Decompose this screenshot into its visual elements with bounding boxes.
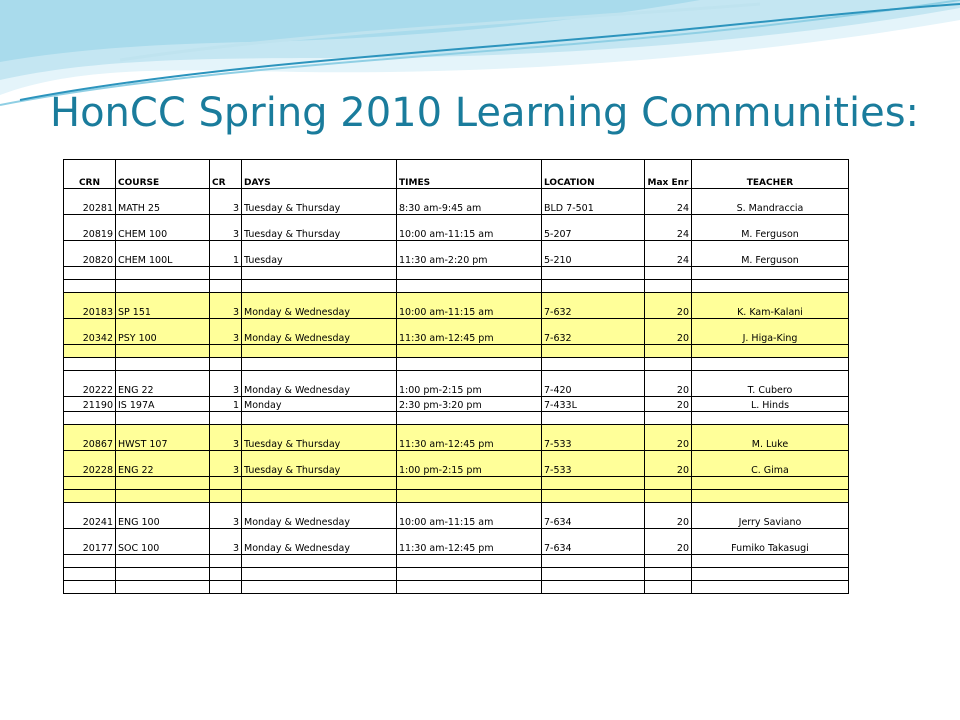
cell-max-enr: 20 xyxy=(645,503,692,529)
cell-course: SOC 100 xyxy=(116,529,210,555)
cell-teacher: J. Higa-King xyxy=(692,319,849,345)
cell-cr: 1 xyxy=(210,397,242,412)
cell-teacher xyxy=(692,358,849,371)
cell-max-enr xyxy=(645,412,692,425)
cell-cr xyxy=(210,345,242,358)
cell-days: Tuesday & Thursday xyxy=(242,425,397,451)
cell-location xyxy=(542,477,645,490)
cell-times: 11:30 am-12:45 pm xyxy=(397,319,542,345)
table-row xyxy=(64,319,849,345)
cell-crn: 20820 xyxy=(64,241,116,267)
cell-days: Monday & Wednesday xyxy=(242,503,397,529)
cell-max-enr: 24 xyxy=(645,189,692,215)
cell-course: ENG 22 xyxy=(116,451,210,477)
cell-cr: 1 xyxy=(210,241,242,267)
cell-cr xyxy=(210,568,242,581)
cell-days xyxy=(242,280,397,293)
table-row xyxy=(64,215,849,241)
header-cr: CR xyxy=(210,160,242,189)
cell-teacher xyxy=(692,490,849,503)
cell-max-enr: 20 xyxy=(645,451,692,477)
cell-teacher xyxy=(692,345,849,358)
cell-times xyxy=(397,267,542,280)
cell-teacher: M. Ferguson xyxy=(692,241,849,267)
cell-course xyxy=(116,581,210,594)
cell-crn: 20177 xyxy=(64,529,116,555)
cell-location xyxy=(542,490,645,503)
cell-location: 5-210 xyxy=(542,241,645,267)
cell-times xyxy=(397,280,542,293)
header-times: TIMES xyxy=(397,160,542,189)
table-row-empty xyxy=(64,412,849,425)
cell-teacher xyxy=(692,477,849,490)
page-title: HonCC Spring 2010 Learning Communities: xyxy=(50,90,920,136)
cell-cr: 3 xyxy=(210,451,242,477)
cell-location: BLD 7-501 xyxy=(542,189,645,215)
cell-times: 8:30 am-9:45 am xyxy=(397,189,542,215)
cell-crn: 20222 xyxy=(64,371,116,397)
cell-teacher: L. Hinds xyxy=(692,397,849,412)
cell-course xyxy=(116,477,210,490)
cell-cr xyxy=(210,267,242,280)
cell-times xyxy=(397,490,542,503)
cell-course xyxy=(116,568,210,581)
cell-days xyxy=(242,345,397,358)
cell-location xyxy=(542,581,645,594)
cell-crn xyxy=(64,412,116,425)
cell-times xyxy=(397,358,542,371)
cell-days xyxy=(242,555,397,568)
cell-times: 11:30 am-12:45 pm xyxy=(397,425,542,451)
table-row-empty xyxy=(64,358,849,371)
cell-days: Monday & Wednesday xyxy=(242,319,397,345)
cell-crn xyxy=(64,490,116,503)
cell-max-enr xyxy=(645,345,692,358)
table-row-empty xyxy=(64,345,849,358)
cell-days xyxy=(242,358,397,371)
cell-times: 10:00 am-11:15 am xyxy=(397,215,542,241)
cell-crn xyxy=(64,280,116,293)
cell-cr xyxy=(210,412,242,425)
header-location: LOCATION xyxy=(542,160,645,189)
cell-crn xyxy=(64,267,116,280)
cell-teacher xyxy=(692,581,849,594)
cell-max-enr xyxy=(645,490,692,503)
cell-cr: 3 xyxy=(210,503,242,529)
cell-location: 7-634 xyxy=(542,529,645,555)
cell-days xyxy=(242,568,397,581)
cell-times: 11:30 am-2:20 pm xyxy=(397,241,542,267)
cell-course: HWST 107 xyxy=(116,425,210,451)
cell-course xyxy=(116,345,210,358)
cell-course xyxy=(116,267,210,280)
cell-crn xyxy=(64,345,116,358)
cell-days: Tuesday & Thursday xyxy=(242,189,397,215)
cell-teacher xyxy=(692,568,849,581)
cell-location: 7-632 xyxy=(542,293,645,319)
cell-course xyxy=(116,555,210,568)
cell-times: 2:30 pm-3:20 pm xyxy=(397,397,542,412)
table-row-empty xyxy=(64,477,849,490)
cell-teacher: M. Luke xyxy=(692,425,849,451)
cell-crn: 21190 xyxy=(64,397,116,412)
cell-course: CHEM 100L xyxy=(116,241,210,267)
cell-times xyxy=(397,555,542,568)
cell-cr: 3 xyxy=(210,215,242,241)
cell-teacher xyxy=(692,267,849,280)
table-row xyxy=(64,425,849,451)
cell-teacher: Jerry Saviano xyxy=(692,503,849,529)
cell-course: MATH 25 xyxy=(116,189,210,215)
cell-days: Monday xyxy=(242,397,397,412)
cell-max-enr xyxy=(645,267,692,280)
cell-course: ENG 22 xyxy=(116,371,210,397)
cell-course xyxy=(116,490,210,503)
table-row xyxy=(64,293,849,319)
table-row-empty xyxy=(64,555,849,568)
cell-days xyxy=(242,412,397,425)
cell-days: Monday & Wednesday xyxy=(242,371,397,397)
cell-crn: 20183 xyxy=(64,293,116,319)
cell-max-enr: 20 xyxy=(645,293,692,319)
cell-times xyxy=(397,412,542,425)
table-header-row xyxy=(64,160,849,189)
table-row-empty xyxy=(64,490,849,503)
cell-crn xyxy=(64,358,116,371)
cell-max-enr: 20 xyxy=(645,529,692,555)
cell-crn: 20228 xyxy=(64,451,116,477)
cell-cr: 3 xyxy=(210,319,242,345)
table-row xyxy=(64,397,849,412)
table-row-empty xyxy=(64,267,849,280)
course-schedule-table xyxy=(63,159,849,594)
cell-course xyxy=(116,358,210,371)
cell-location: 7-632 xyxy=(542,319,645,345)
cell-crn: 20342 xyxy=(64,319,116,345)
cell-location xyxy=(542,412,645,425)
cell-cr xyxy=(210,477,242,490)
cell-max-enr: 20 xyxy=(645,397,692,412)
cell-max-enr: 20 xyxy=(645,425,692,451)
cell-times: 1:00 pm-2:15 pm xyxy=(397,371,542,397)
cell-times xyxy=(397,477,542,490)
header-crn: CRN xyxy=(64,160,116,189)
cell-teacher: S. Mandraccia xyxy=(692,189,849,215)
cell-crn xyxy=(64,568,116,581)
cell-times: 10:00 am-11:15 am xyxy=(397,293,542,319)
table-row-empty xyxy=(64,581,849,594)
cell-cr xyxy=(210,490,242,503)
cell-course: ENG 100 xyxy=(116,503,210,529)
header-teacher: TEACHER xyxy=(692,160,849,189)
cell-location xyxy=(542,568,645,581)
cell-times: 1:00 pm-2:15 pm xyxy=(397,451,542,477)
cell-course: IS 197A xyxy=(116,397,210,412)
cell-location: 5-207 xyxy=(542,215,645,241)
table-row xyxy=(64,189,849,215)
cell-location xyxy=(542,345,645,358)
cell-cr xyxy=(210,358,242,371)
cell-days xyxy=(242,581,397,594)
cell-crn: 20819 xyxy=(64,215,116,241)
cell-times: 10:00 am-11:15 am xyxy=(397,503,542,529)
cell-max-enr xyxy=(645,555,692,568)
cell-crn xyxy=(64,477,116,490)
header-max-enr: Max Enr xyxy=(645,160,692,189)
cell-max-enr: 24 xyxy=(645,241,692,267)
cell-course xyxy=(116,280,210,293)
cell-max-enr xyxy=(645,280,692,293)
table-row xyxy=(64,529,849,555)
cell-teacher xyxy=(692,555,849,568)
cell-course: PSY 100 xyxy=(116,319,210,345)
cell-location: 7-433L xyxy=(542,397,645,412)
cell-max-enr xyxy=(645,581,692,594)
cell-location: 7-634 xyxy=(542,503,645,529)
cell-location: 7-533 xyxy=(542,451,645,477)
table-row xyxy=(64,503,849,529)
cell-cr xyxy=(210,280,242,293)
cell-teacher: K. Kam-Kalani xyxy=(692,293,849,319)
cell-crn xyxy=(64,581,116,594)
cell-location xyxy=(542,555,645,568)
cell-days: Monday & Wednesday xyxy=(242,529,397,555)
cell-cr: 3 xyxy=(210,529,242,555)
cell-cr: 3 xyxy=(210,425,242,451)
cell-cr: 3 xyxy=(210,371,242,397)
cell-crn: 20867 xyxy=(64,425,116,451)
cell-days: Tuesday & Thursday xyxy=(242,215,397,241)
cell-teacher xyxy=(692,280,849,293)
table-row-empty xyxy=(64,568,849,581)
cell-days: Tuesday & Thursday xyxy=(242,451,397,477)
cell-cr: 3 xyxy=(210,293,242,319)
cell-max-enr xyxy=(645,358,692,371)
cell-crn xyxy=(64,555,116,568)
cell-times xyxy=(397,345,542,358)
cell-days: Monday & Wednesday xyxy=(242,293,397,319)
cell-times xyxy=(397,568,542,581)
cell-times: 11:30 am-12:45 pm xyxy=(397,529,542,555)
cell-crn: 20241 xyxy=(64,503,116,529)
cell-max-enr: 20 xyxy=(645,319,692,345)
cell-days: Tuesday xyxy=(242,241,397,267)
cell-location xyxy=(542,358,645,371)
table-row xyxy=(64,241,849,267)
cell-max-enr: 24 xyxy=(645,215,692,241)
cell-course: SP 151 xyxy=(116,293,210,319)
cell-days xyxy=(242,267,397,280)
cell-days xyxy=(242,490,397,503)
table-row xyxy=(64,451,849,477)
cell-cr: 3 xyxy=(210,189,242,215)
cell-cr xyxy=(210,555,242,568)
cell-times xyxy=(397,581,542,594)
header-days: DAYS xyxy=(242,160,397,189)
cell-crn: 20281 xyxy=(64,189,116,215)
table-row-empty xyxy=(64,280,849,293)
cell-teacher: Fumiko Takasugi xyxy=(692,529,849,555)
cell-max-enr xyxy=(645,568,692,581)
header-course: COURSE xyxy=(116,160,210,189)
cell-max-enr xyxy=(645,477,692,490)
cell-teacher: C. Gima xyxy=(692,451,849,477)
cell-max-enr: 20 xyxy=(645,371,692,397)
cell-days xyxy=(242,477,397,490)
cell-location xyxy=(542,280,645,293)
cell-location xyxy=(542,267,645,280)
cell-course xyxy=(116,412,210,425)
cell-location: 7-420 xyxy=(542,371,645,397)
table-row xyxy=(64,371,849,397)
cell-teacher: T. Cubero xyxy=(692,371,849,397)
cell-course: CHEM 100 xyxy=(116,215,210,241)
cell-teacher xyxy=(692,412,849,425)
cell-teacher: M. Ferguson xyxy=(692,215,849,241)
cell-location: 7-533 xyxy=(542,425,645,451)
cell-cr xyxy=(210,581,242,594)
